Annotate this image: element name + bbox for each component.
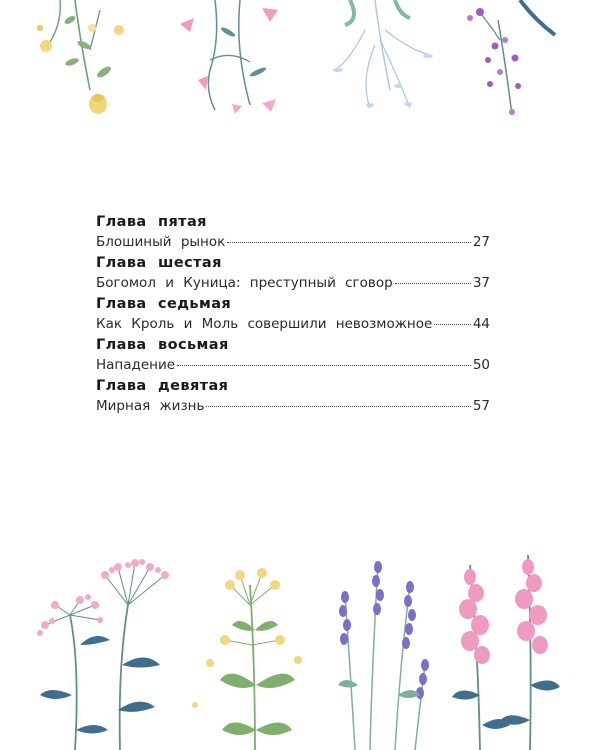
toc-chapter: [96, 212, 490, 253]
page-number: 44: [472, 316, 490, 332]
yellow-clover-flower-icon: [37, 0, 124, 114]
toc-chapter: [96, 253, 490, 294]
toc-entry[interactable]: [96, 273, 490, 294]
toc-chapter: [96, 335, 490, 376]
chapter-title: Глава седьмая: [96, 296, 232, 312]
toc-entry[interactable]: [96, 232, 490, 253]
dot-leader: [395, 283, 471, 284]
dot-leader: [177, 365, 471, 366]
bottom-floral-illustration: [0, 545, 600, 750]
entry-title: Как Кроль и Моль совершили невозможное: [96, 316, 433, 332]
top-floral-illustration: [0, 0, 600, 125]
chapter-title: Глава пятая: [96, 214, 207, 230]
toc-entry[interactable]: [96, 396, 490, 417]
toc-entry[interactable]: [96, 355, 490, 376]
yellow-meadow-flower-icon: [192, 568, 302, 750]
dot-leader: [227, 242, 471, 243]
toc-chapter: [96, 376, 490, 417]
entry-title: Мирная жизнь: [96, 398, 205, 414]
blue-grass-flower-icon: [333, 0, 433, 108]
pink-bellflower-icon: [180, 0, 278, 114]
purple-wildflower-icon: [467, 0, 555, 115]
entry-title: Блошиный рынок: [96, 234, 226, 250]
chapter-title: Глава восьмая: [96, 337, 229, 353]
table-of-contents: [96, 212, 490, 417]
entry-title: Богомол и Куница: преступный сговор: [96, 275, 393, 291]
toc-entry[interactable]: [96, 314, 490, 335]
chapter-title: Глава девятая: [96, 378, 229, 394]
page-number: 57: [472, 398, 490, 414]
dot-leader: [206, 406, 470, 407]
toc-chapter: [96, 294, 490, 335]
dot-leader: [434, 324, 471, 325]
lavender-icon: [338, 561, 429, 750]
foxglove-icon: [452, 555, 560, 750]
entry-title: Нападение: [96, 357, 176, 373]
chapter-title: Глава шестая: [96, 255, 222, 271]
pink-umbel-flower-icon: [37, 559, 169, 750]
page-number: 37: [472, 275, 490, 291]
page-number: 50: [472, 357, 490, 373]
page-number: 27: [472, 234, 490, 250]
